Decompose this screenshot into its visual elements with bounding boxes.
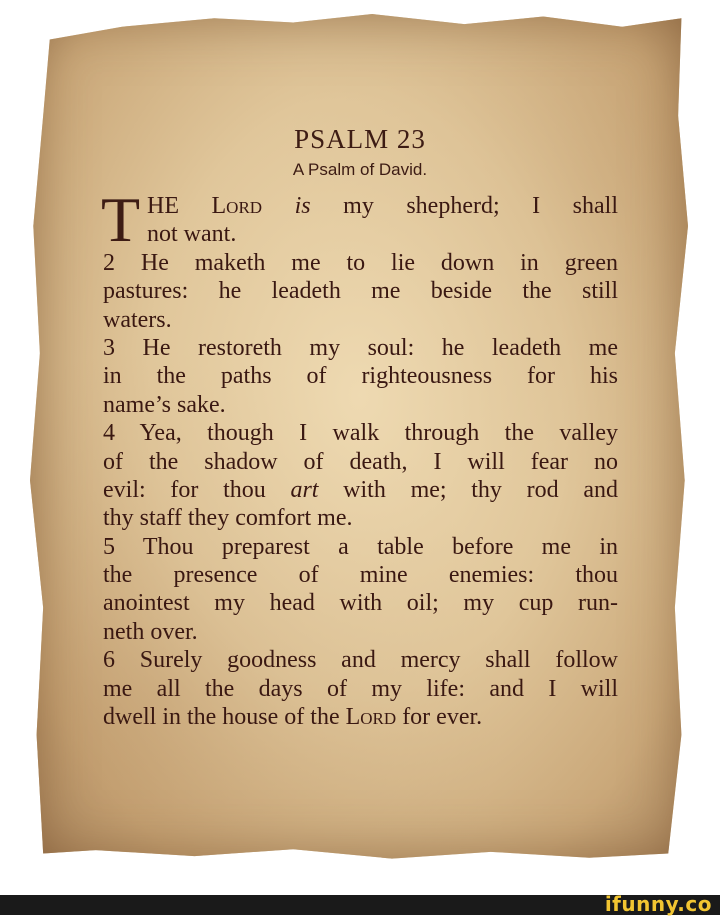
text-segment: is: [294, 193, 311, 219]
text-segment: in the paths of righteousness for his: [103, 363, 618, 390]
text-segment: anointest my head with oil; my cup run-: [103, 590, 618, 617]
text-segment: evil: for thou: [103, 476, 291, 503]
psalm-subtitle: A Psalm of David.: [292, 160, 428, 179]
text-line: [103, 419, 618, 447]
text-line: [103, 561, 618, 589]
text-segment: Lord: [345, 704, 397, 731]
text-line: [103, 533, 618, 561]
text-line: [103, 618, 618, 646]
text-line: [103, 703, 618, 731]
text-segment: neth over.: [103, 618, 198, 645]
text-segment: [262, 193, 295, 219]
text-line: [103, 391, 618, 419]
text-line: [103, 277, 618, 305]
watermark-bar: [0, 892, 720, 916]
psalm-text: [103, 192, 618, 731]
text-segment: me all the days of my life: and I will: [103, 675, 618, 702]
text-segment: art: [290, 476, 319, 503]
text-segment: pastures: he leadeth me beside the still: [103, 278, 618, 305]
text-segment: dwell in the house of the: [103, 704, 346, 731]
text-line: [103, 306, 618, 334]
text-line: [103, 220, 618, 248]
text-line: [103, 504, 618, 532]
text-segment: the presence of mine enemies: thou: [103, 562, 618, 589]
text-line: [103, 589, 618, 617]
ifunny-watermark: ifunny.co: [604, 892, 712, 916]
text-segment: of the shadow of death, I will fear no: [103, 448, 618, 475]
text-segment: 3 He restoreth my soul: he leadeth me: [103, 334, 618, 361]
text-segment: 5 Thou preparest a table before me in: [103, 533, 618, 560]
text-line: [103, 192, 618, 220]
psalm-title: PSALM 23: [294, 124, 426, 154]
text-line: [103, 675, 618, 703]
text-segment: waters.: [103, 306, 172, 333]
text-line: [103, 646, 618, 674]
text-segment: name’s sake.: [103, 391, 226, 418]
drop-cap: T: [101, 184, 141, 255]
text-segment: my shepherd; I shall: [310, 193, 619, 219]
text-line: [103, 362, 618, 390]
text-line: [103, 476, 618, 504]
text-line: [103, 448, 618, 476]
text-segment: for ever.: [396, 704, 483, 731]
text-segment: 4 Yea, though I walk through the valley: [103, 420, 618, 447]
text-segment: with me; thy rod and: [318, 476, 619, 503]
text-segment: HE: [147, 193, 212, 219]
text-segment: thy staff they comfort me.: [103, 505, 353, 532]
text-segment: 2 He maketh me to lie down in green: [103, 249, 618, 276]
text-segment: Lord: [211, 193, 263, 219]
text-line: [103, 249, 618, 277]
text-segment: 6 Surely goodness and mercy shall follow: [103, 647, 618, 674]
text-segment: not want.: [147, 221, 237, 248]
text-line: [103, 334, 618, 362]
